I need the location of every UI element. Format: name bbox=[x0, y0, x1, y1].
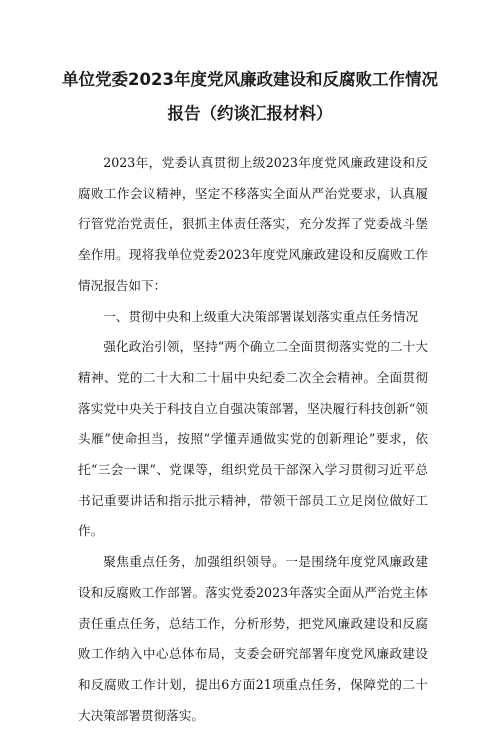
document-title-line-2: 报告（约谈汇报材料） bbox=[167, 104, 333, 123]
intro-paragraph: 2023年，党委认真贯彻上级2023年度党风廉政建设和反腐败工作会议精神，坚定不移落实全面从严治党要求，认真履行管党治党责任，狠抓主体责任落实，充分发挥了党委战斗堡垒作用。现将我单位党委2023年度党风廉政建设和反腐败工作情况报告如下： bbox=[78, 155, 428, 293]
document-body bbox=[78, 148, 428, 731]
section-heading-1: 一、贯彻中央和上级重大决策部署谋划落实重点任务情况 bbox=[103, 308, 419, 324]
body-paragraph-key-tasks: 聚焦重点任务，加强组织领导。一是围绕年度党风廉政建设和反腐败工作部署。落实党委2023年落实全面从严治党主体责任重点任务，总结工作，分析形势，把党风廉政建设和反腐败工作纳入中心总体布局，支委会研究部署年度党风廉政建设和反腐败工作计划，提出6方面21项重点任务，保障党的二十大决策部署贯彻落实。 bbox=[78, 554, 428, 723]
document-title-line-1: 单位党委2023年度党风廉政建设和反腐败工作情况 bbox=[62, 70, 438, 89]
body-paragraph-political-guidance: 强化政治引领，坚持“两个确立二全面贯彻落实党的二十大精神、党的二十大和二十届中央纪委二次全会精神。全面贯彻落实党中央关于科技自立自强决策部署，坚决履行科技创新“领头雁”使命担当，按照“学懂弄通做实党的创新理论”要求，依托“三会一课”、党课等，组织党员干部深入学习贯彻习近平总书记重要讲话和指示批示精神，带领干部员工立足岗位做好工作。 bbox=[78, 339, 428, 539]
